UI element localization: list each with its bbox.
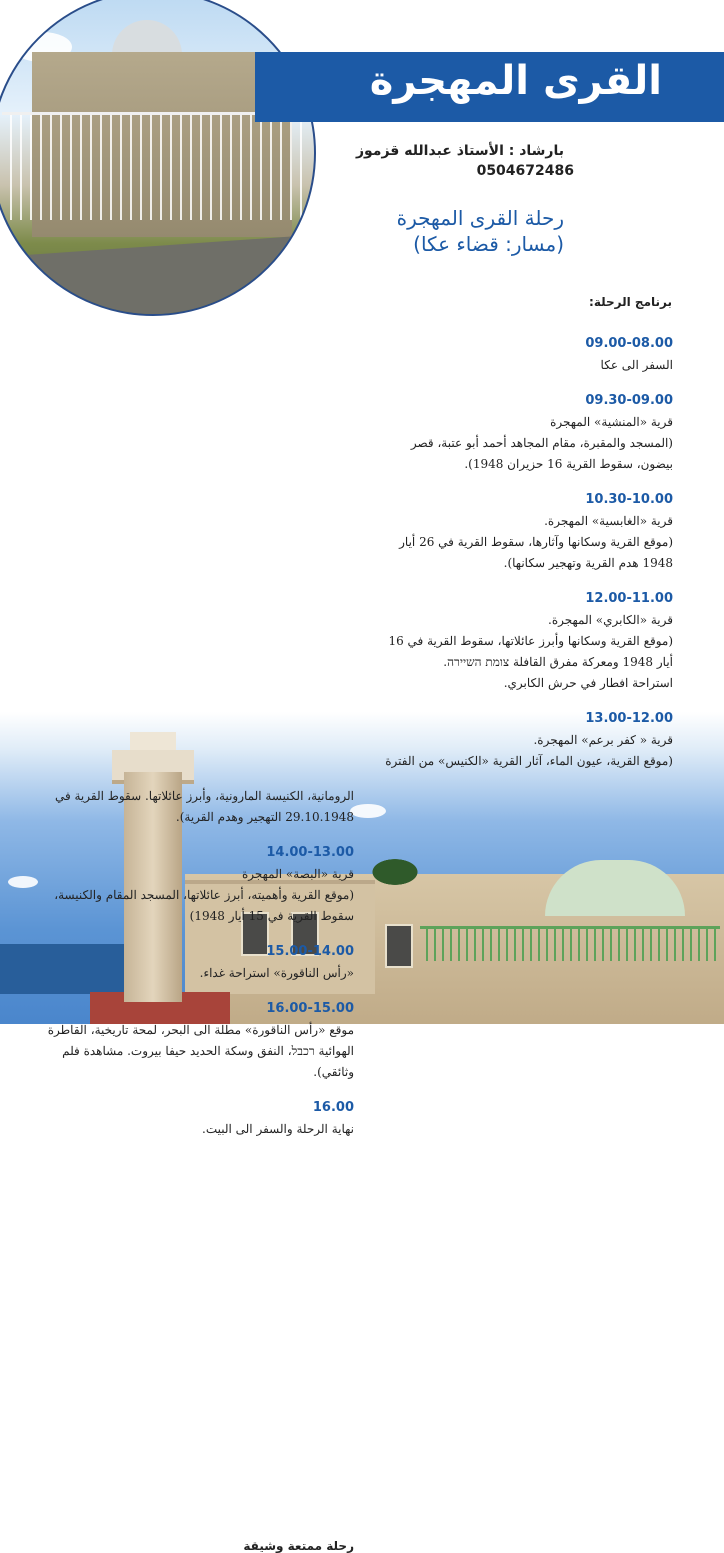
- program-text: قرية «الكابري» المهجرة. (موقع القرية وسكانها وأبرز عائلاتها، سقوط القرية في 16 أيار 1948 ومعركة مفرق القافلة צומת השיירה. استراحة افطار في حرش الكابري.: [388, 613, 673, 690]
- program-text: قرية «البصة» المهجرة (موقع القرية وأهميته، أبرز عائلاتها، المسجد المقام والكنيسة، سقوط القرية في 15 أيار 1948): [54, 867, 354, 923]
- program-text: قرية «الغابسية» المهجرة. (موقع القرية وسكانها وآثارها، سقوط القرية في 26 أيار 1948 هدم القرية وتهجير سكانها).: [399, 514, 673, 570]
- program-time: 13.00-12.00: [585, 711, 673, 726]
- village-photo-top: [0, 0, 316, 316]
- program-item: [373, 333, 673, 376]
- trip-title-line2: (مسار: قضاء عكا): [413, 232, 564, 256]
- title-banner: [255, 52, 724, 122]
- program-text: قرية « كفر برعم» المهجرة. (موقع القرية، عيون الماء، آثار القرية «الكنيس» من الفترة: [385, 733, 673, 768]
- program-item: [32, 1097, 354, 1140]
- program-item: [373, 489, 673, 574]
- program-time: 12.00-11.00: [585, 591, 673, 606]
- program-left-column: [32, 786, 354, 1140]
- guide-phone: 0504672486: [476, 163, 574, 179]
- program-text: السفر الى عكا: [600, 358, 673, 372]
- trip-title-line1: رحلة القرى المهجرة: [396, 206, 564, 230]
- closing-note: رحلة ممتعة وشيقة: [243, 1539, 354, 1553]
- program-heading: برنامج الرحلة:: [589, 295, 672, 309]
- program-time: 10.30-10.00: [585, 492, 673, 507]
- program-item: [373, 390, 673, 475]
- program-time: 16.00: [312, 1100, 354, 1115]
- program-time: 09.30-09.00: [585, 393, 673, 408]
- trip-title: [397, 205, 564, 257]
- page-title: القرى المهجرة: [369, 58, 662, 104]
- program-item: [32, 998, 354, 1083]
- program-text: موقع «رأس الناقورة» مطلة الى البحر، لمحة تاريخية، القاطرة الهوائية רכבל، النفق وسكة الحديد حيفا بيروت. مشاهدة فلم وثائقي).: [47, 1023, 354, 1079]
- program-item: [373, 588, 673, 694]
- guide-name: بارشاد : الأستاذ عبدالله قزموز: [355, 143, 564, 159]
- program-time: 15.00-14.00: [266, 944, 354, 959]
- program-time: 09.00-08.00: [585, 336, 673, 351]
- program-text: الرومانية، الكنيسة المارونية، وأبرز عائلاتها. سقوط القرية في 29.10.1948 التهجير وهدم القرية).: [54, 789, 354, 824]
- program-item: [32, 786, 354, 828]
- program-text: قرية «المنشية» المهجرة (المسجد والمقبرة، مقام المجاهد أحمد أبو عتبة، قصر بيضون، سقوط القرية 16 حزيران 1948).: [410, 415, 673, 471]
- program-time: 16.00-15.00: [266, 1001, 354, 1016]
- program-item: [32, 842, 354, 927]
- program-right-column: [373, 333, 673, 772]
- program-item: [32, 941, 354, 984]
- program-text: نهاية الرحلة والسفر الى البيت.: [202, 1122, 354, 1136]
- program-text: «رأس الناقورة» استراحة غداء.: [199, 966, 354, 980]
- program-item: [373, 708, 673, 772]
- program-time: 14.00-13.00: [266, 845, 354, 860]
